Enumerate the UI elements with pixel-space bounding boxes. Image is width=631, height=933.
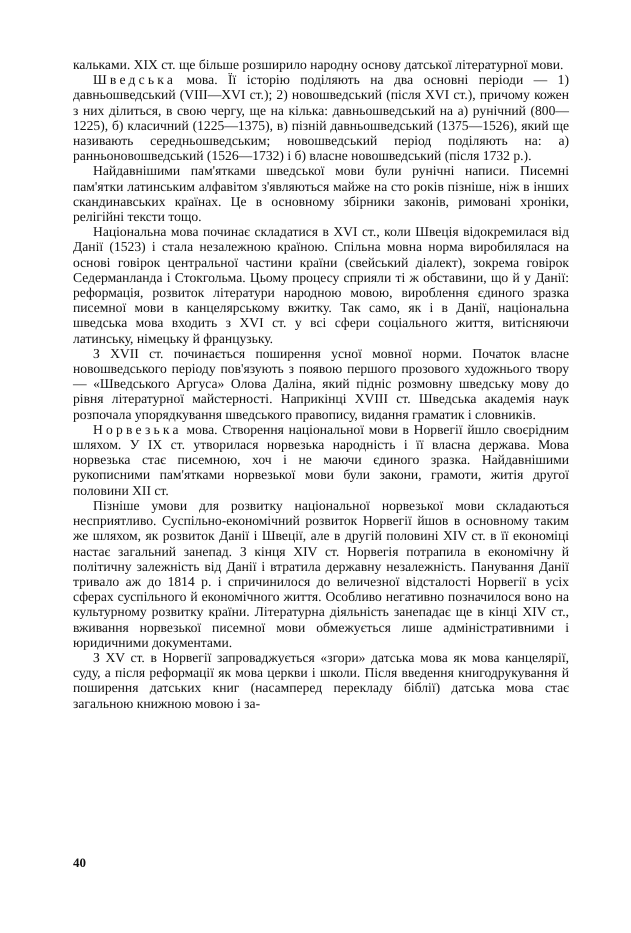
paragraph-2	[73, 72, 569, 163]
body-text	[73, 57, 569, 711]
paragraph-1	[73, 57, 569, 72]
paragraph-6	[73, 422, 569, 498]
page-body	[73, 57, 569, 711]
paragraph-5	[73, 346, 569, 422]
paragraph-5-text: З XVII ст. починається поширення усної мовної норми. Початок власне новошведського періоду пов'язують з появою першого прозового художнього твору — «Шведського Аргуса» Олова Даліна, який підніс розмовну шведську мову до рівня літературної майстерності. Наприкінці XVIII ст. Шведська академія наук розпочала упорядкування шведського правопису, видання граматик і словників.	[73, 345, 569, 422]
paragraph-3	[73, 163, 569, 224]
paragraph-8	[73, 650, 569, 711]
paragraph-4	[73, 224, 569, 346]
page-number: 40	[73, 855, 86, 870]
paragraph-2-lead: Шведська	[93, 72, 177, 88]
paragraph-3-text: Найдавнішими пам'ятками шведської мови були рунічні написи. Писемні пам'ятки латинським алфавітом з'являються майже на сто років пізніше, ніж в інших скандинавських країнах. Це в основному збірники законів, римовані хроніки, релігійні тексти тощо.	[73, 163, 569, 225]
paragraph-1-text: кальками. XIX ст. ще більше розширило народну основу датської літературної мови.	[73, 57, 564, 72]
paragraph-8-text: З XV ст. в Норвегії запроваджується «згори» датська мова як мова канцелярії, суду, а після реформації як мова церкви і школи. Після введення книгодрукування й поширення датських книг (насамперед перекладу біблії) датська мова стає загальною книжною мовою і за-	[73, 649, 569, 711]
paragraph-4-text: Національна мова починає складатися в XVI ст., коли Швеція відокремилася від Данії (1523) і стала незалежною країною. Спільна мовна норма виробилялася на основі говірок центральної частини країни (свейський діалект), зокрема говірок Седерманланда і Стокгольма. Цьому процесу сприяли ті ж обставини, що й у Данії: реформація, розвиток літератури народною мовою, вироблення єдиного зразка писемної мови в канцелярському вжитку. Так само, як і в Данії, національна шведська мова входить з XVI ст. у всі сфери соціального життя, витісняючи латинську, німецьку й французьку.	[73, 224, 569, 346]
paragraph-2-text: мова. Її історію поділяють на два основні періоди — 1) давньошведський (VIII—XVI ст.); 2) новошведський (після XVI ст.), причому кожен з них ділиться, в свою чергу, ще на кілька: давньошведський на а) рунічний (800—1225), б) класичний (1225—1375), в) пізній давньошведський (1375—1526), який ще називають середньошведським; новошведський період поділяють на: а) ранньоновошведський (1526—1732) і б) власне новошведський (після 1732 р.).	[73, 72, 569, 164]
paragraph-7-text: Пізніше умови для розвитку національної норвезької мови складаються несприятливо. Суспільно-економічний розвиток Норвегії йшов в основному таким же шляхом, як розвиток Данії і Швеції, але в другій половині XIV ст. в її економіці настає загальний занепад. З кінця XIV ст. Норвегія потрапила в економічну й політичну залежність від Данії і втратила державну незалежність. Панування Данії тривало аж до 1814 р. і спричинилося до величезної відсталості Норвегії в усіх сферах суспільного й економічного життя. Особливо негативно позначилося воно на культурному розвитку країни. Літературна діяльність занепадає ще в кінці XIV ст., вживання норвезької писемної мови обмежується лише адміністративними і юридичними документами.	[73, 497, 569, 650]
paragraph-6-text: мова. Створення національної мови в Норвегії йшло своєрідним шляхом. У IX ст. утворилася норвезька народність і її власна держава. Мова норвезька стає писемною, хоч і не маючи єдиного зразка. Найдавнішими рукописними пам'ятками норвезької мови були закони, грамоти, житія другої половини XII ст.	[73, 421, 569, 498]
paragraph-7	[73, 498, 569, 650]
paragraph-6-lead: Норвезька	[93, 421, 182, 437]
